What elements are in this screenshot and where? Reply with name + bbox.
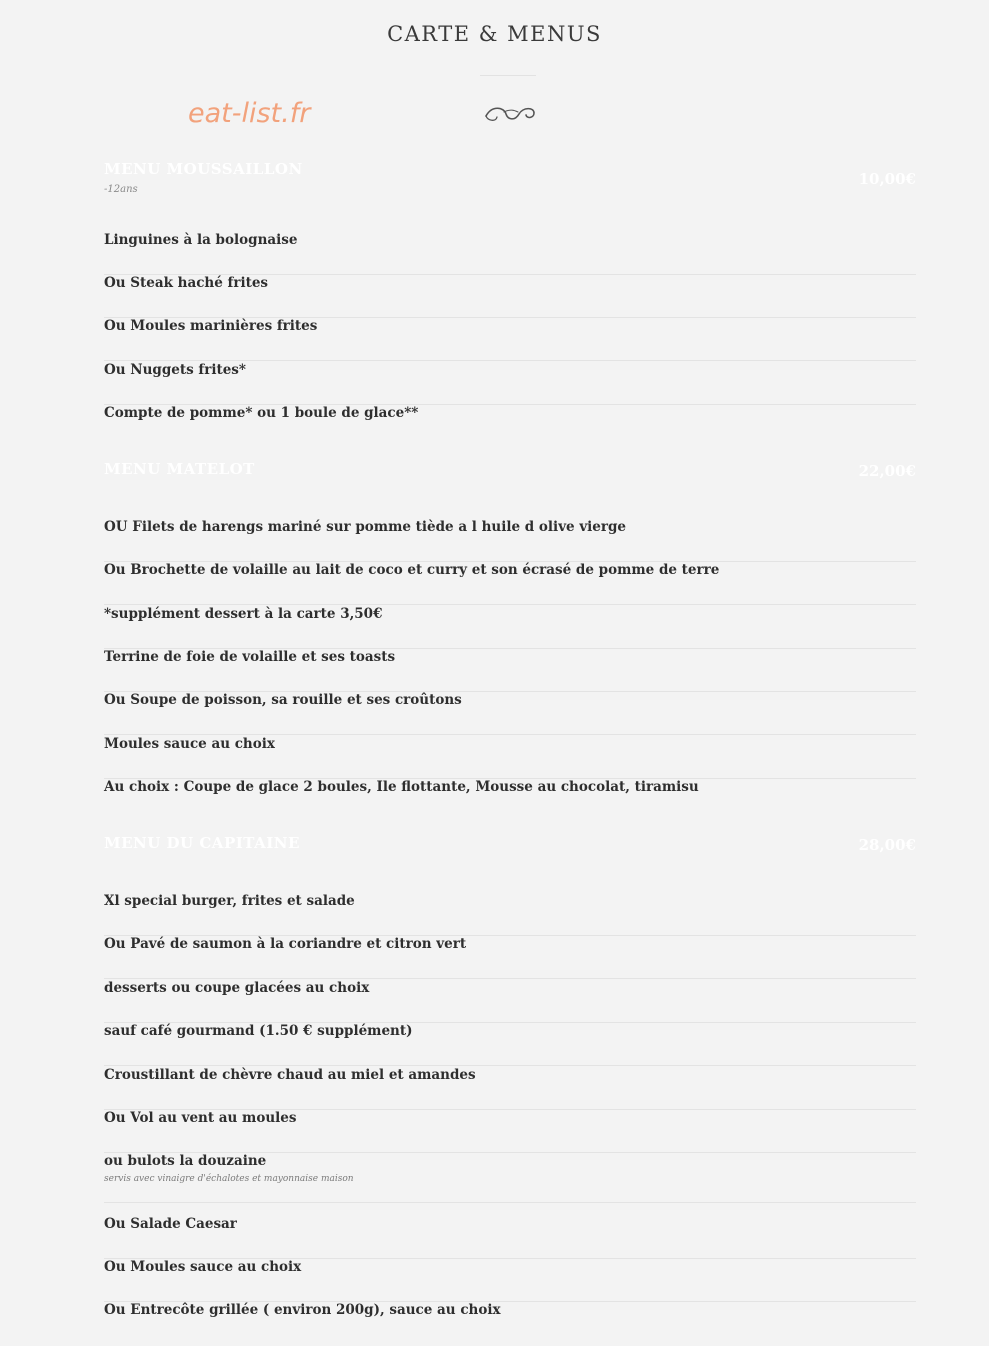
title-divider: [480, 75, 536, 76]
item-name: Ou Moules marinières frites: [104, 318, 318, 334]
item-name: Compte de pomme* ou 1 boule de glace**: [104, 405, 419, 421]
menu-item: [104, 1067, 916, 1110]
menu-item: [104, 1023, 916, 1066]
menu-item: [104, 1153, 916, 1203]
item-name: OU Filets de harengs mariné sur pomme tiède a l huile d olive vierge: [104, 519, 627, 535]
item-name: Xl special burger, frites et salade: [104, 893, 355, 909]
menu-item: [104, 1216, 916, 1259]
section-note: -12ans: [104, 184, 138, 195]
section-header-capitaine: [104, 834, 916, 874]
menu-item: [104, 519, 916, 562]
item-name: *supplément dessert à la carte 3,50€: [104, 606, 383, 622]
section-title: MENU DU CAPITAINE: [104, 834, 300, 852]
menu-item: [104, 1259, 916, 1302]
menu-item: [104, 1110, 916, 1153]
menu-item: [104, 232, 916, 275]
section-price: 28,00€: [858, 836, 916, 854]
item-note: servis avec vinaigre d'échalotes et mayonnaise maison: [104, 1174, 354, 1184]
section-header-moussaillon: [104, 160, 916, 200]
menu-item: [104, 362, 916, 405]
item-name: Ou Brochette de volaille au lait de coco et curry et son écrasé de pomme de terre: [104, 562, 720, 578]
section-header-matelot: [104, 460, 916, 500]
item-name: Ou Nuggets frites*: [104, 362, 246, 378]
menu-item: [104, 1302, 916, 1345]
menu-item: [104, 692, 916, 735]
flourish-ornament-icon: [482, 101, 538, 127]
item-name: Ou Salade Caesar: [104, 1216, 237, 1232]
item-name: Au choix : Coupe de glace 2 boules, Ile flottante, Mousse au chocolat, tiramisu: [104, 779, 699, 795]
item-name: Moules sauce au choix: [104, 736, 275, 752]
watermark-text: eat-list.fr: [188, 98, 311, 129]
menu-item: [104, 606, 916, 649]
item-name: Ou Soupe de poisson, sa rouille et ses croûtons: [104, 692, 462, 708]
item-name: Linguines à la bolognaise: [104, 232, 298, 248]
section-price: 22,00€: [858, 462, 916, 480]
item-name: ou bulots la douzaine: [104, 1153, 267, 1169]
item-name: Ou Entrecôte grillée ( environ 200g), sauce au choix: [104, 1302, 501, 1318]
menu-item: [104, 936, 916, 979]
item-name: sauf café gourmand (1.50 € supplément): [104, 1023, 413, 1039]
menu-item: [104, 562, 916, 605]
section-title: MENU MATELOT: [104, 460, 255, 478]
section-title: MENU MOUSSAILLON: [104, 160, 303, 178]
menu-item: [104, 405, 916, 448]
menu-item: [104, 275, 916, 318]
item-name: Croustillant de chèvre chaud au miel et amandes: [104, 1067, 476, 1083]
item-name: Ou Vol au vent au moules: [104, 1110, 297, 1126]
menu-item: [104, 779, 916, 822]
menu-item: [104, 980, 916, 1023]
page-title: CARTE & MENUS: [387, 22, 602, 46]
menu-item: [104, 893, 916, 936]
item-name: Terrine de foie de volaille et ses toasts: [104, 649, 396, 665]
item-name: Ou Steak haché frites: [104, 275, 269, 291]
menu-item: [104, 736, 916, 779]
menu-item: [104, 318, 916, 361]
item-name: desserts ou coupe glacées au choix: [104, 980, 370, 996]
item-name: Ou Moules sauce au choix: [104, 1259, 302, 1275]
section-price: 10,00€: [858, 170, 916, 188]
item-name: Ou Pavé de saumon à la coriandre et citron vert: [104, 936, 467, 952]
menu-item: [104, 649, 916, 692]
